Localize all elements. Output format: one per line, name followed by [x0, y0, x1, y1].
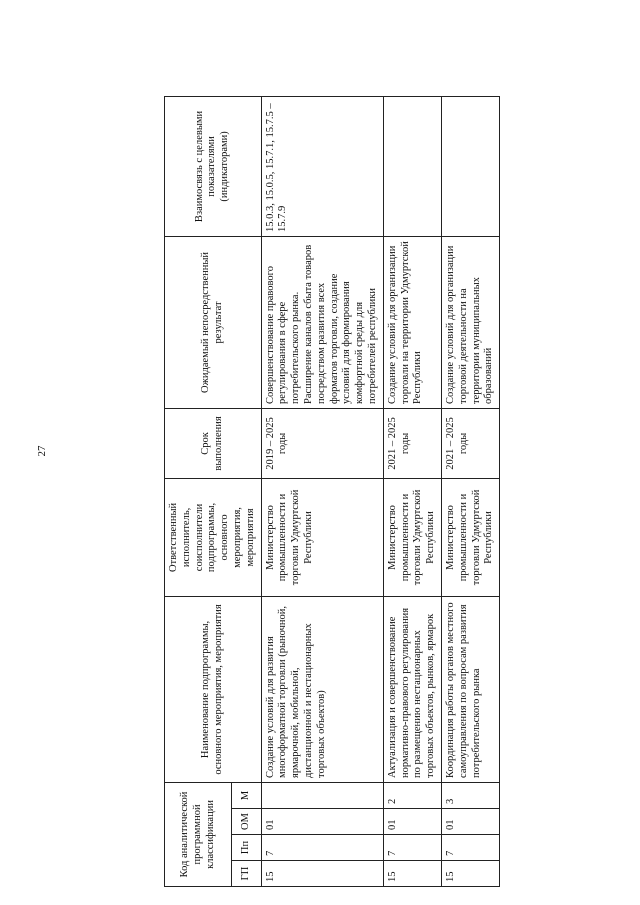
cell-m: 2 [383, 782, 441, 808]
header-code-m: М [232, 782, 261, 808]
cell-m: 3 [441, 782, 499, 808]
table-row [261, 96, 383, 886]
header-code-gp: ГП [232, 861, 261, 887]
cell-term: 2021 – 2025 годы [441, 408, 499, 478]
cell-gp: 15 [441, 861, 499, 887]
cell-link [441, 96, 499, 236]
header-code-pp: Пп [232, 835, 261, 861]
cell-responsible: Министерство промышленности и торговли Удмуртской Республики [383, 478, 441, 596]
header-responsible: Ответственный исполнитель, соисполнители подпрограммы, основного мероприятия, мероприятия [165, 478, 262, 596]
cell-om: 01 [441, 809, 499, 835]
cell-link: 15.0.3, 15.0.5, 15.7.1, 15.7.5 – 15.7.9 [261, 96, 383, 236]
header-result: Ожидаемый непосредственный результат [165, 236, 262, 408]
cell-term: 2021 – 2025 годы [383, 408, 441, 478]
header-code-om: ОМ [232, 809, 261, 835]
rotated-table-frame [164, 97, 624, 887]
cell-pp: 7 [383, 835, 441, 861]
header-link: Взаимосвязь с целевыми показателями (индикаторами) [165, 96, 262, 236]
cell-gp: 15 [261, 861, 383, 887]
program-measures-table [164, 96, 500, 887]
table-row [441, 96, 499, 886]
table-row [383, 96, 441, 886]
cell-name: Координация работы органов местного самоуправления по вопросам развития потребительского рынка [441, 596, 499, 782]
cell-result: Совершенствование правового регулирования в сфере потребительского рынка. Расширение каналов сбыта товаров посредством развития всех форматов торговли, создание условий для формирования комфортной среды для потребителей республики [261, 236, 383, 408]
header-name: Наименование подпрограммы, основного мероприятия, мероприятия [165, 596, 262, 782]
cell-link [383, 96, 441, 236]
header-term: Срок выполнения [165, 408, 262, 478]
cell-term: 2019 – 2025 годы [261, 408, 383, 478]
cell-gp: 15 [383, 861, 441, 887]
cell-result: Создание условий для организации торговли на территории Удмуртской Республики [383, 236, 441, 408]
cell-responsible: Министерство промышленности и торговли Удмуртской Республики [441, 478, 499, 596]
header-code-group: Код аналитической программной классификации [165, 782, 232, 886]
cell-result: Создание условий для организации торговой деятельности на территории муниципальных образований [441, 236, 499, 408]
cell-name: Создание условий для развития многоформатной торговли (рыночной, ярмарочной, мобильной, дистанционной и нестационарных торговых объектов) [261, 596, 383, 782]
cell-m [261, 782, 383, 808]
cell-responsible: Министерство промышленности и торговли Удмуртской Республики [261, 478, 383, 596]
cell-pp: 7 [441, 835, 499, 861]
cell-name: Актуализация и совершенствование нормативно-правового регулирования по размещению нестационарных торговых объектов, рынков, ярмарок [383, 596, 441, 782]
page-number: 27 [36, 445, 48, 457]
cell-pp: 7 [261, 835, 383, 861]
cell-om: 01 [383, 809, 441, 835]
cell-om: 01 [261, 809, 383, 835]
